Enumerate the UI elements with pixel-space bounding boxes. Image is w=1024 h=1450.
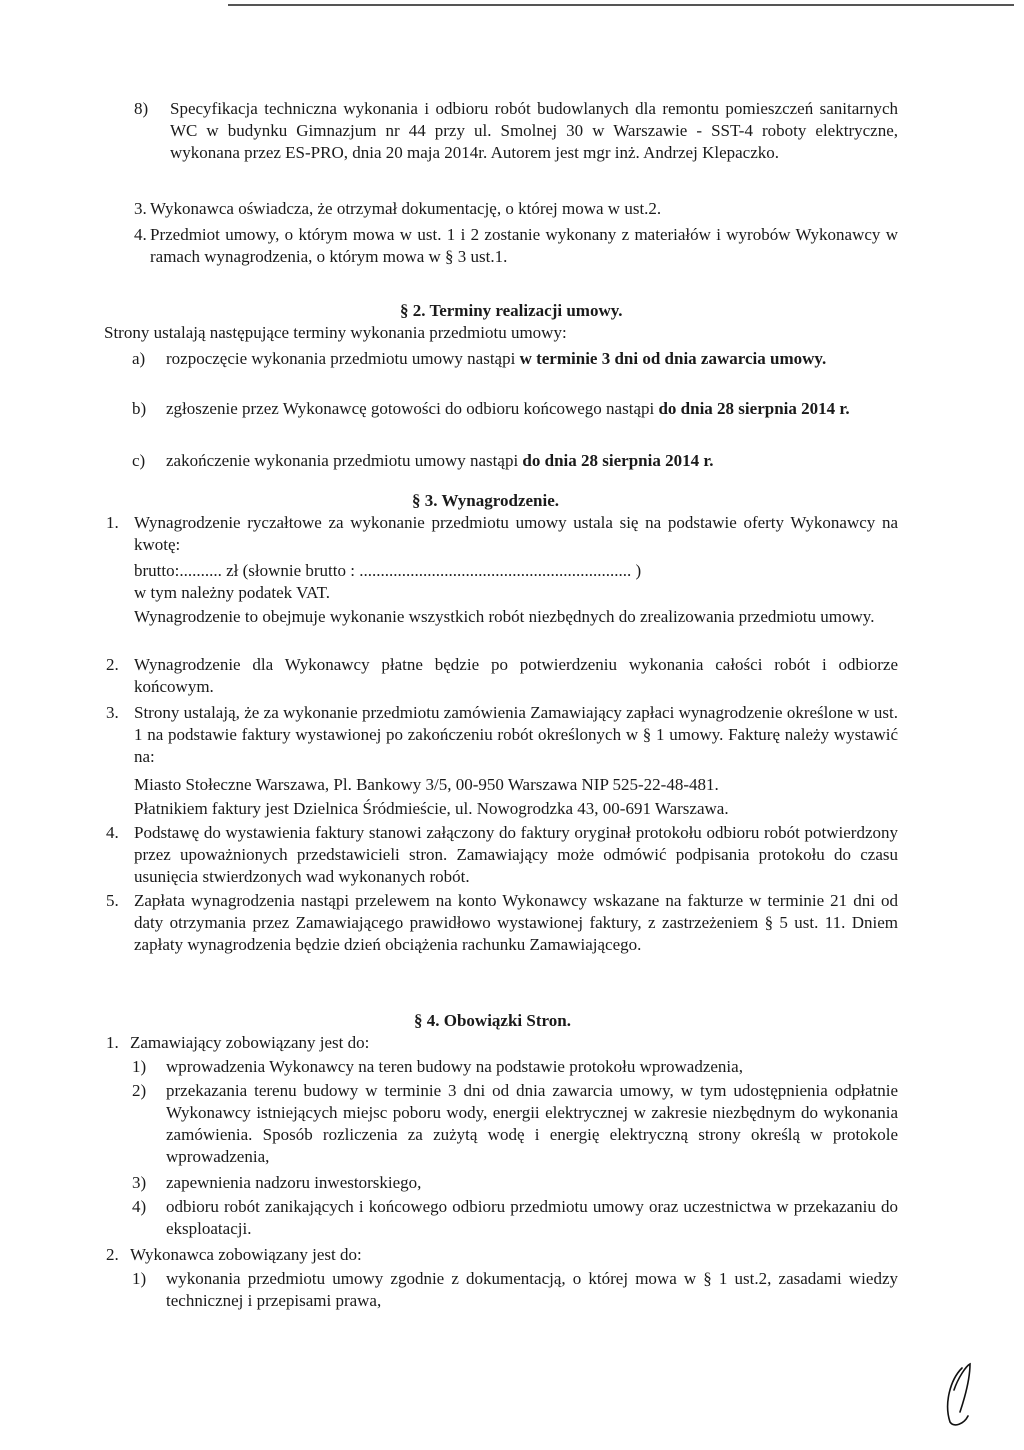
clause-3: Wykonawca oświadcza, że otrzymał dokumentację, o której mowa w ust.2. [150,199,662,218]
remuneration-clause-2: Wynagrodzenie dla Wykonawcy płatne będzie po potwierdzeniu wykonania całości robót i odbiorze końcowym. [134,655,898,696]
remuneration-scope: Wynagrodzenie to obejmuje wykonanie wszystkich robót niezbędnych do zrealizowania przedmiotu umowy. [134,607,875,626]
employer-obligations-intro: Zamawiający zobowiązany jest do: [130,1033,370,1052]
contractor-obligations-intro: Wykonawca zobowiązany jest do: [130,1245,362,1264]
item-number: 4. [134,225,147,244]
employer-obligation-3: zapewnienia nadzoru inwestorskiego, [166,1173,422,1192]
handwritten-initials-signature [940,1360,980,1430]
section-heading-remuneration: § 3. Wynagrodzenie. [412,491,560,510]
invoice-payer: Płatnikiem faktury jest Dzielnica Śródmieście, ul. Nowogrodzka 43, 00-691 Warszawa. [134,799,729,818]
item-number: 3. [134,199,147,218]
item-letter: a) [132,349,146,368]
item-number: 4. [106,823,119,842]
employer-obligation-1: wprowadzenia Wykonawcy na teren budowy na podstawie protokołu wprowadzenia, [166,1057,743,1076]
item-letter: b) [132,399,147,418]
section-heading-terms: § 2. Terminy realizacji umowy. [400,301,623,320]
term-start [166,348,900,370]
brutto-line: brutto:.......... zł (słownie brutto : ................................................................ ) [134,561,642,580]
vat-line: w tym należny podatek VAT. [134,583,330,602]
contractor-obligation-1: wykonania przedmiotu umowy zgodnie z dokumentacją, o której mowa w § 1 ust.2, zasadami wiedzy technicznej i przepisami prawa, [166,1269,898,1310]
item-number: 4) [132,1197,147,1216]
term-date: w terminie 3 dni od dnia zawarcia umowy. [519,349,827,368]
invoice-recipient: Miasto Stołeczne Warszawa, Pl. Bankowy 3/5, 00-950 Warszawa NIP 525-22-48-481. [134,775,719,794]
term-text: rozpoczęcie wykonania przedmiotu umowy nastąpi [166,349,520,368]
term-completion [166,450,900,472]
employer-obligation-4: odbioru robót zanikających i końcowego odbioru przedmiotu umowy oraz uczestnictwa w przekazaniu do eksploatacji. [166,1197,898,1238]
term-date: do dnia 28 sierpnia 2014 r. [522,451,714,470]
item-number: 1. [106,1033,119,1052]
term-text: zgłoszenie przez Wykonawcę gotowości do odbioru końcowego nastąpi [166,399,659,418]
spec-item-8: Specyfikacja techniczna wykonania i odbioru robót budowlanych dla remontu pomieszczeń sanitarnych WC w budynku Gimnazjum nr 44 przy ul. Smolnej 30 w Warszawie - SST-4 roboty elektryczne, wykonana przez ES-PRO, dnia 20 maja 2014r. Autorem jest mgr inż. Andrzej Klepaczko. [170,99,898,162]
item-number: 3) [132,1173,147,1192]
item-number: 3. [106,703,119,722]
term-text: zakończenie wykonania przedmiotu umowy nastąpi [166,451,523,470]
item-number: 8) [134,99,149,118]
term-date: do dnia 28 sierpnia 2014 r. [658,399,850,418]
item-number: 1. [106,513,119,532]
remuneration-clause-4: Podstawę do wystawienia faktury stanowi załączony do faktury oryginał protokołu odbioru robót potwierdzony przez upoważnionych przedstawicieli stron. Zamawiający może odmówić podpisania protokołu do czasu usunięcia stwierdzonych wad wykonanych robót. [134,823,898,886]
terms-intro: Strony ustalają następujące terminy wykonania przedmiotu umowy: [104,323,567,342]
item-number: 2) [132,1081,147,1100]
remuneration-clause-3: Strony ustalają, że za wykonanie przedmiotu zamówienia Zamawiający zapłaci wynagrodzenie określone w ust. 1 na podstawie faktury wystawionej po zakończeniu robót określonych w § 1 umowy. Fakturę należy wystawić na: [134,703,898,766]
item-number: 1) [132,1057,147,1076]
section-heading-obligations: § 4. Obowiązki Stron. [414,1011,571,1030]
item-number: 2. [106,655,119,674]
item-number: 5. [106,891,119,910]
item-letter: c) [132,451,146,470]
remuneration-clause-1: Wynagrodzenie ryczałtowe za wykonanie przedmiotu umowy ustala się na podstawie oferty Wykonawcy na kwotę: [134,513,898,554]
term-readiness [166,398,900,420]
remuneration-clause-5: Zapłata wynagrodzenia nastąpi przelewem na konto Wykonawcy wskazane na fakturze w terminie 21 dni od daty otrzymania przez Zamawiającego prawidłowo wystawionej faktury, z zastrzeżeniem § 5 ust. 11. Dniem zapłaty wynagrodzenia będzie dzień obciążenia rachunku Zamawiającego. [134,891,898,954]
item-number: 1) [132,1269,147,1288]
clause-4: Przedmiot umowy, o którym mowa w ust. 1 i 2 zostanie wykonany z materiałów i wyrobów Wykonawcy w ramach wynagrodzenia, o którym mowa w § 3 ust.1. [150,225,898,266]
item-number: 2. [106,1245,119,1264]
employer-obligation-2: przekazania terenu budowy w terminie 3 dni od dnia zawarcia umowy, w tym udostępnienia odpłatnie Wykonawcy istniejących miejsc poboru wody, energii elektrycznej w zakresie niezbędnym do wykonania zamówienia. Sposób rozliczenia za zużytą wodę i energię elektryczną strony określą w protokole wprowadzenia, [166,1081,898,1166]
